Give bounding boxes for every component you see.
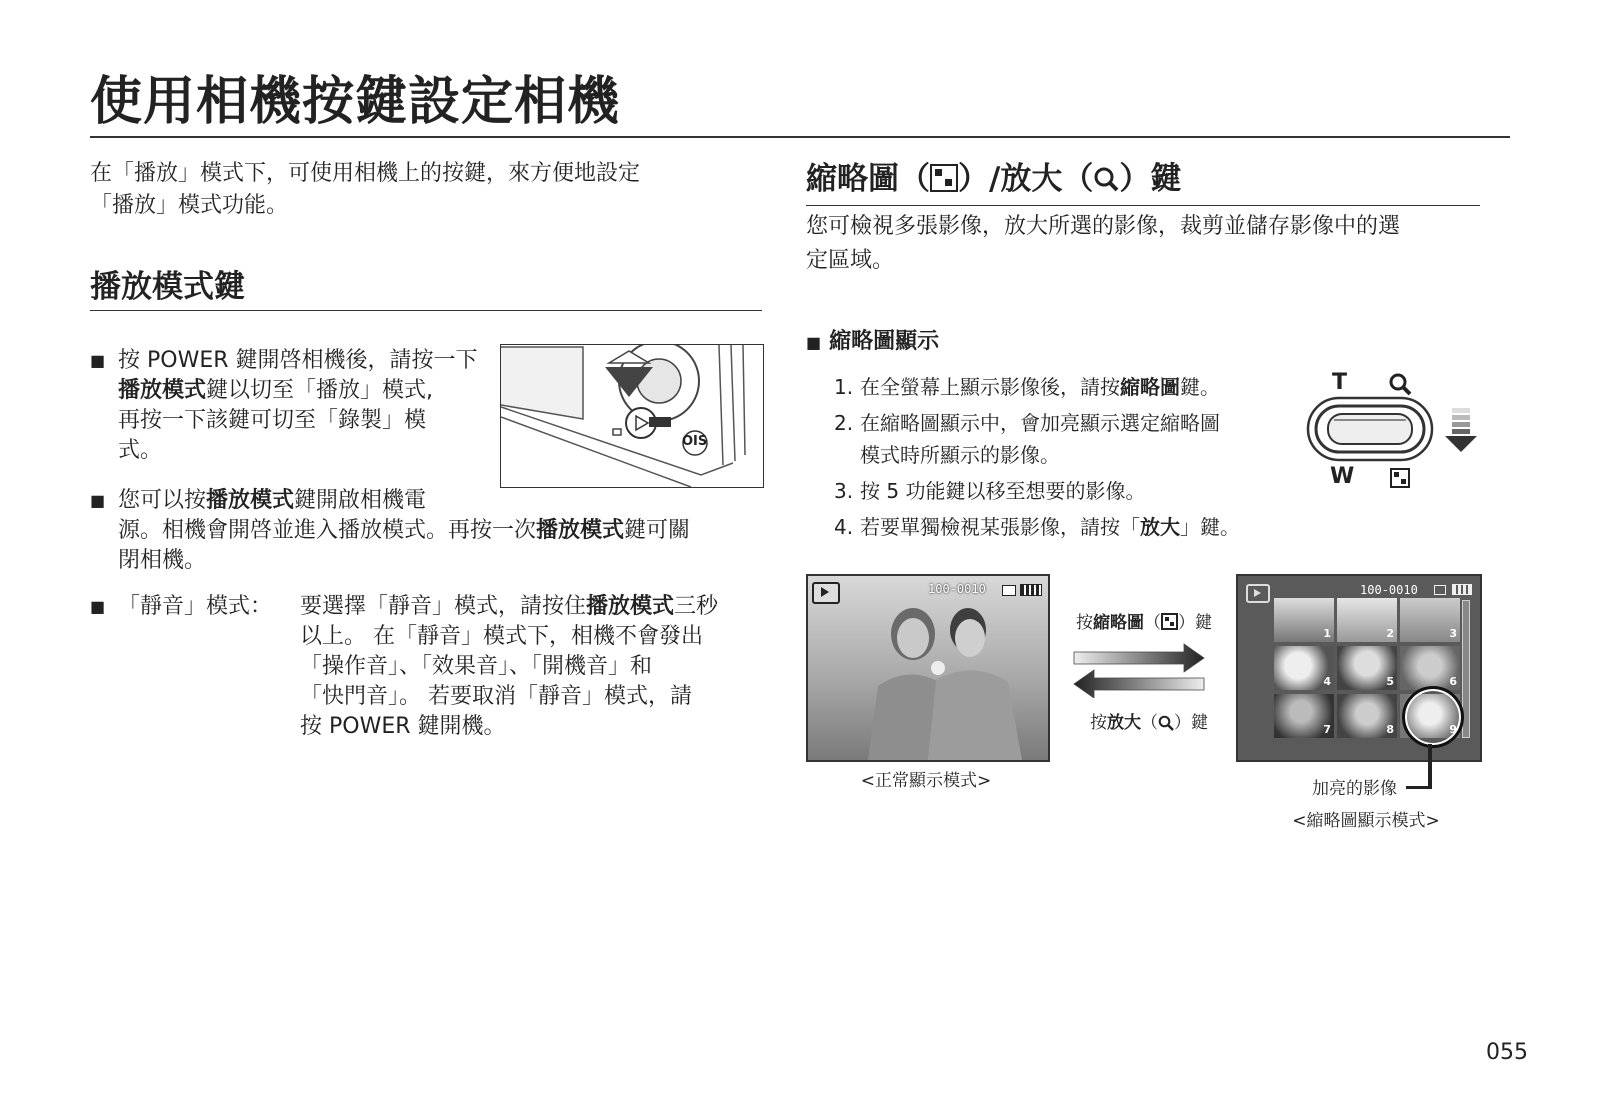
thumbnail-icon: [1390, 468, 1410, 488]
camera-back-drawing: [501, 345, 763, 487]
bullet-mute-mode: [90, 592, 770, 744]
magnifier-icon: [1158, 715, 1174, 736]
bullet1-line3: 再按一下該鍵可切至「錄製」模: [118, 408, 427, 433]
step-4: 4. 若要單獨檢視某張影像，請按「放大」鍵。: [834, 515, 1240, 539]
thumbnail-icon: [1161, 613, 1178, 630]
thumbnail-desc-line1: 您可檢視多張影像，放大所選的影像，裁剪並儲存影像中的選: [806, 214, 1401, 239]
transition-arrows: [1072, 642, 1206, 698]
bullet1-line1: 按 POWER 鍵開啓相機後，請按一下: [118, 348, 478, 373]
thumbnail-display-subheading: ■ 縮略圖顯示: [806, 329, 940, 354]
caption-thumbnail-display: <縮略圖顯示模式>: [1292, 811, 1440, 831]
press-zoom-label: 按放大（ ）鍵: [1090, 708, 1208, 736]
zoom-lever-shape: [1304, 394, 1444, 464]
bullet2-line3: 閉相機。: [118, 548, 207, 573]
bullet1-line2: 播放模式鍵以切至「播放」模式,: [118, 378, 434, 403]
step-2-continued: 模式時所顯示的影像。: [860, 443, 1060, 467]
playback-mode-icon: [1246, 584, 1270, 603]
step-2: 2. 在縮略圖顯示中，會加亮顯示選定縮略圖: [834, 411, 1220, 435]
zoom-lever-illustration: [1304, 370, 1484, 494]
thumbnail-desc-line2: 定區域。: [806, 248, 895, 273]
intro-line-1: 在「播放」模式下，可使用相機上的按鍵，來方便地設定: [90, 161, 641, 186]
thumbnail-item[interactable]: 3: [1400, 598, 1460, 642]
mute-line1: 要選擇「靜音」模式，請按住播放模式三秒: [300, 594, 719, 619]
bullet2-line1: 您可以按播放模式鍵開啟相機電: [118, 488, 427, 513]
mute-line5: 按 POWER 鍵開機。: [300, 714, 506, 739]
couple-photo: [808, 576, 1048, 760]
press-thumbnail-label: 按縮略圖（ ）鍵: [1076, 613, 1212, 633]
step-1: 1. 在全螢幕上顯示影像後，請按縮略圖鍵。: [834, 375, 1220, 399]
thumbnail-icon: [930, 164, 958, 192]
section-heading-playback-button: 播放模式鍵: [90, 266, 762, 311]
bullet1-line4: 式。: [118, 438, 163, 463]
page-number: 055: [1486, 1040, 1528, 1065]
thumbnail-display-screen: [1236, 574, 1482, 762]
thumbnail-item[interactable]: 7: [1274, 694, 1334, 738]
memory-icon: [1434, 585, 1446, 595]
mute-line4: 「快門音」。 若要取消「靜音」模式，請: [300, 684, 692, 709]
bullet2-line2: 源。相機會開啓並進入播放模式。再按一次播放模式鍵可關: [118, 518, 691, 543]
highlight-circle: [1402, 686, 1464, 748]
playback-mode-icon: [812, 582, 840, 604]
page-title: 使用相機按鍵設定相機: [90, 70, 1510, 138]
thumbnail-item[interactable]: 8: [1337, 694, 1397, 738]
magnifier-icon: [1093, 161, 1119, 203]
memory-icon: [1002, 585, 1016, 596]
bullet-power-on-off: [90, 486, 760, 578]
bullet-square-icon: ■: [90, 491, 106, 510]
intro-paragraph: [90, 158, 730, 222]
thumbnail-item[interactable]: 1: [1274, 598, 1334, 642]
bullet-square-icon: ■: [90, 351, 106, 370]
bullet-playback-power: [90, 346, 490, 470]
thumbnail-item[interactable]: 6: [1400, 646, 1460, 690]
thumbnail-item[interactable]: 5: [1337, 646, 1397, 690]
thumbnail-item[interactable]: 2: [1337, 598, 1397, 642]
mute-line3: 「操作音」、「效果音」、「開機音」和: [300, 654, 653, 679]
caption-highlighted-image: 加亮的影像: [1312, 779, 1397, 799]
mute-line2: 以上。 在「靜音」模式下，相機不會發出: [300, 624, 703, 649]
mute-mode-label: 「靜音」模式：: [118, 594, 273, 619]
camera-button-illustration: [500, 344, 764, 488]
step-3: 3. 按 5 功能鍵以移至想要的影像。: [834, 479, 1146, 503]
intro-line-2: 「播放」模式功能。: [90, 193, 289, 218]
callout-line-vertical: [1428, 744, 1432, 788]
caption-normal-display: <正常顯示模式>: [860, 771, 992, 791]
callout-line-horizontal: [1406, 786, 1432, 789]
ois-button-label: OIS: [682, 434, 708, 449]
battery-icon: [1020, 584, 1042, 596]
zoom-direction-arrow: [1452, 408, 1470, 452]
thumbnail-item[interactable]: 4: [1274, 646, 1334, 690]
bullet-square-icon: ■: [90, 597, 106, 616]
frame-counter: 100-0010: [1360, 583, 1418, 597]
frame-counter: 100-0010: [928, 582, 986, 596]
zoom-t-label: T: [1332, 370, 1348, 395]
section-heading-thumbnail-zoom: 縮略圖（ ）/放大（ ）鍵: [806, 158, 1480, 206]
thumbnail-item-highlighted[interactable]: 9: [1400, 694, 1460, 738]
battery-icon: [1452, 584, 1472, 595]
zoom-w-label: W: [1330, 464, 1355, 489]
normal-display-screen: [806, 574, 1050, 762]
thumbnail-description: [806, 210, 1486, 278]
bullet-square-icon: ■: [806, 333, 822, 352]
